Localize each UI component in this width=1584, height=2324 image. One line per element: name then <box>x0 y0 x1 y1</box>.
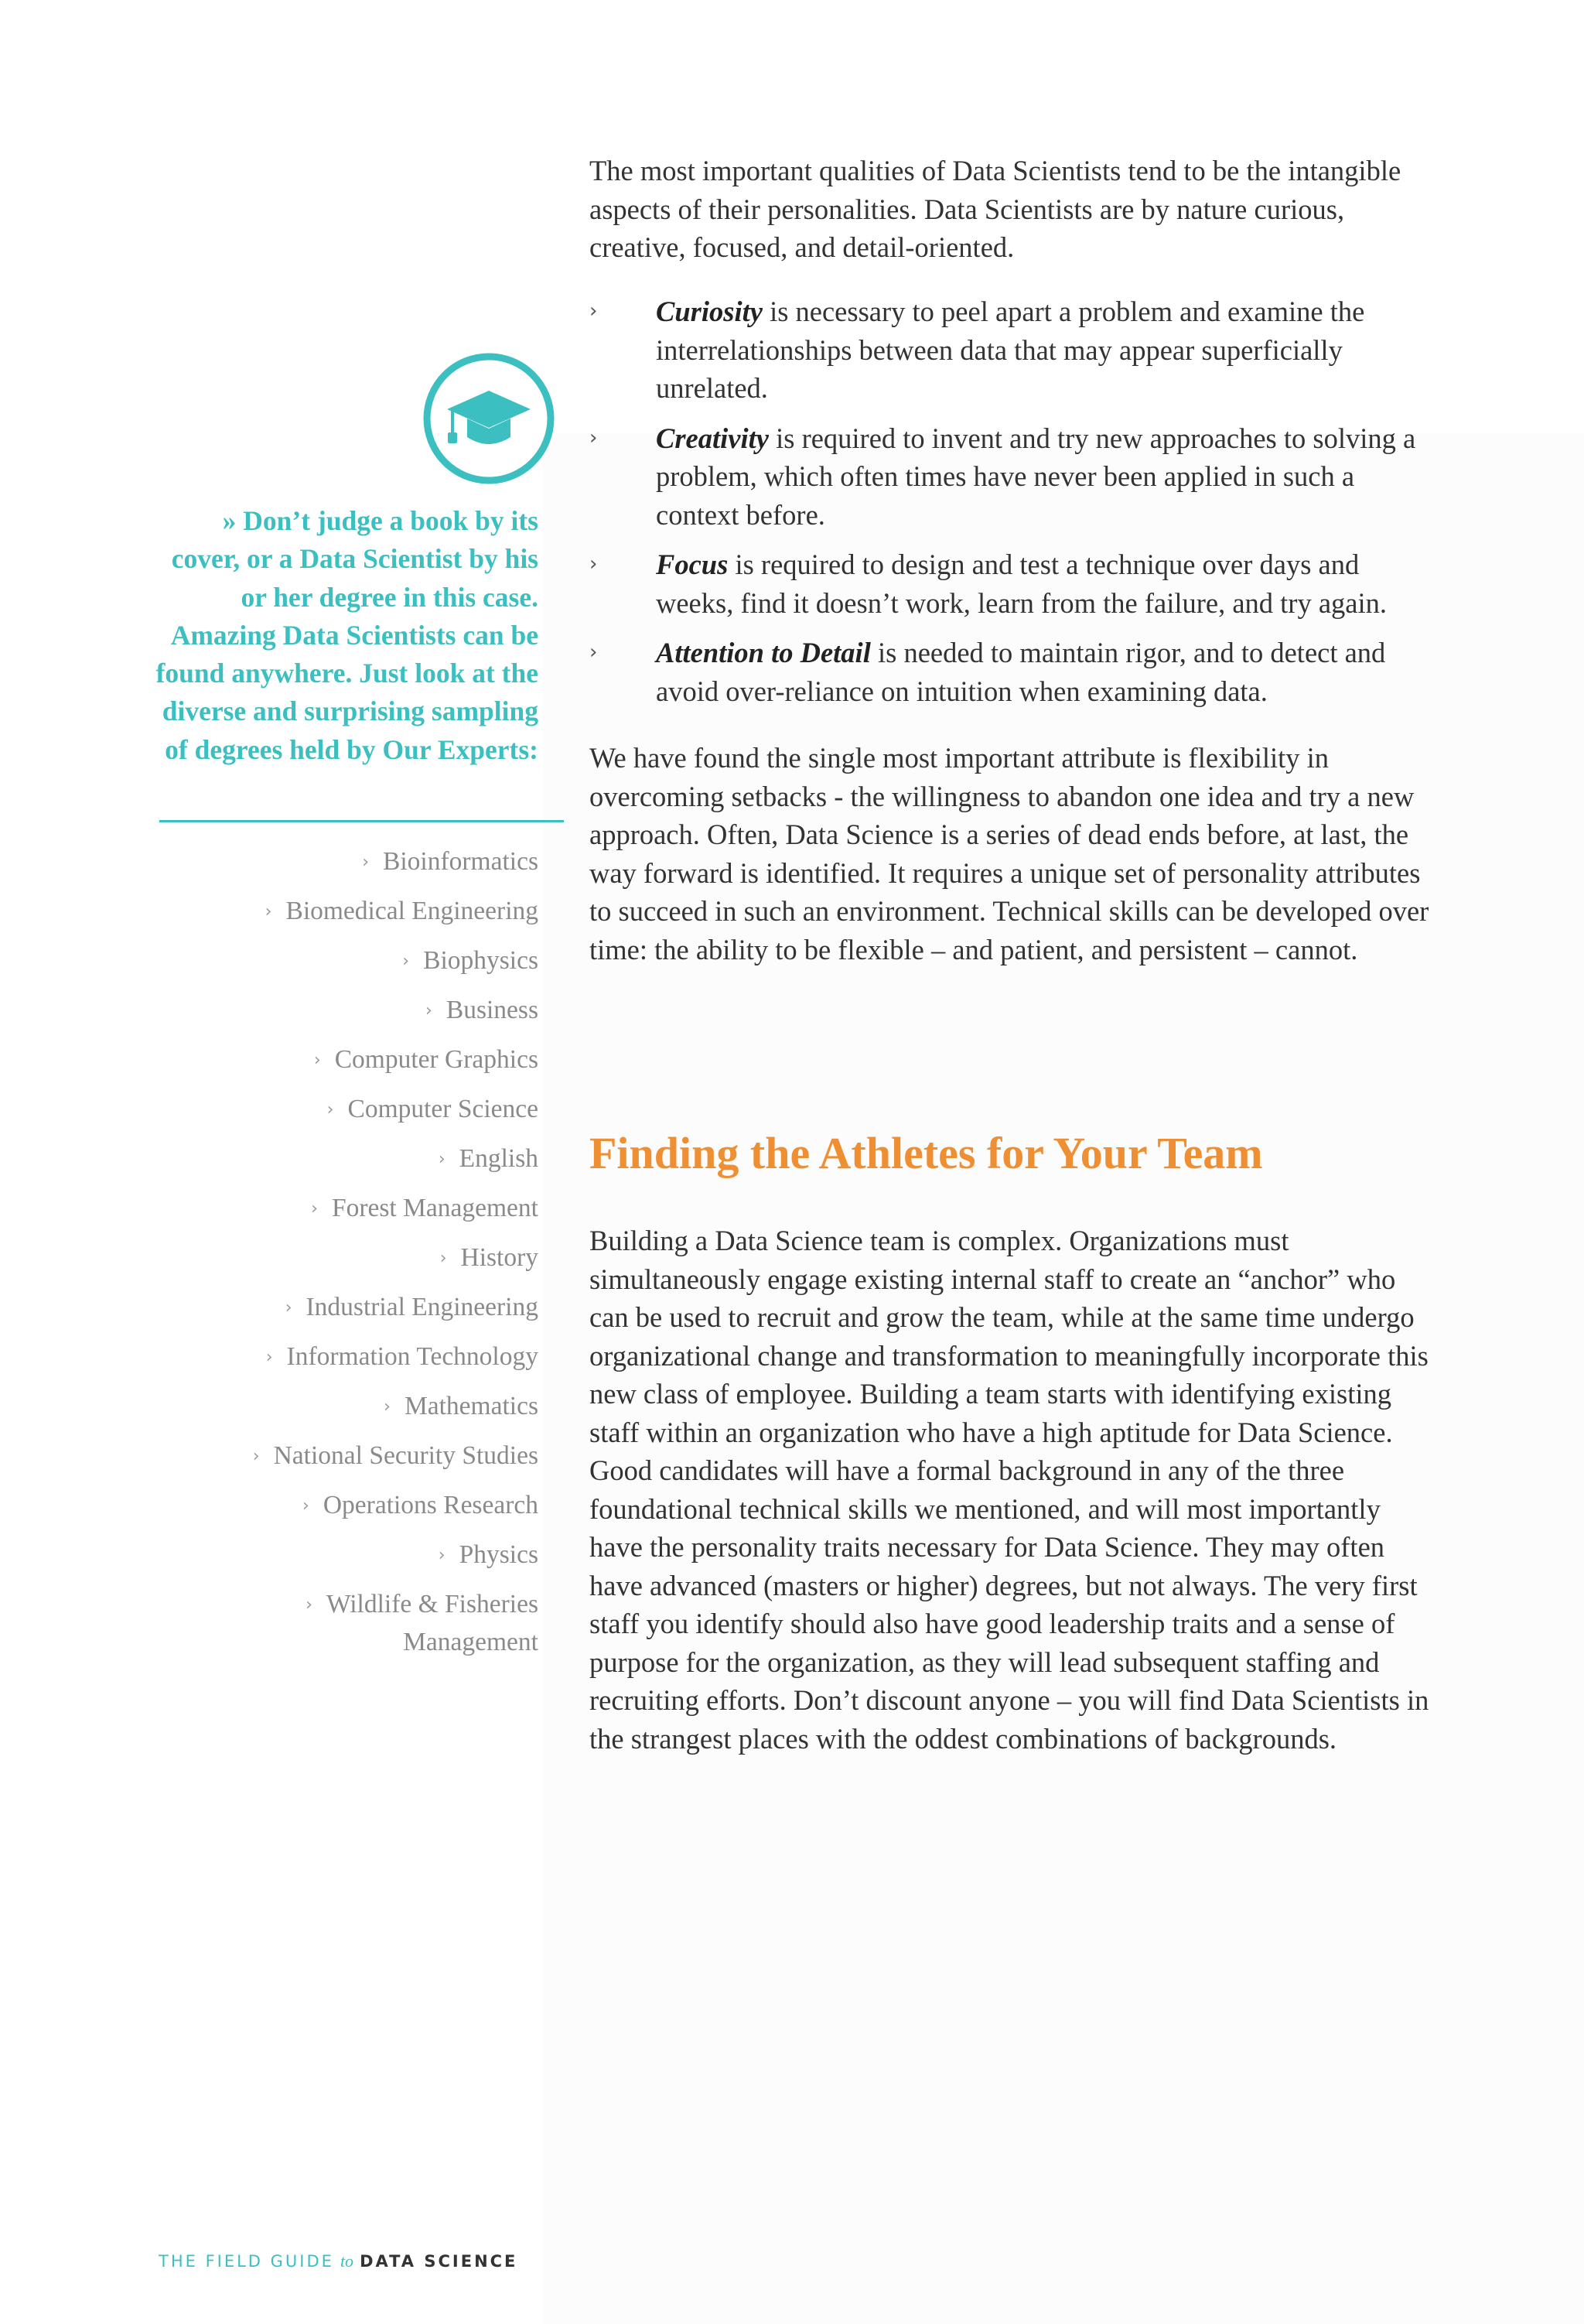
bullet-chevron-icon: › <box>589 299 598 323</box>
degree-item: › English <box>438 1144 538 1173</box>
intro-paragraph: The most important qualities of Data Scientists tend to be the intangible aspects of their personalities. Data Scientists are by nature curious, creative, focused, and detail-oriented. <box>589 155 1401 263</box>
bullet-chevron-icon: › <box>589 552 598 576</box>
quality-item-curiosity <box>589 292 1440 408</box>
bullet-chevron-icon: › <box>313 1051 321 1070</box>
quality-text: is required to design and test a technique over days and weeks, find it doesn’t work, learn from the failure, and try again. <box>656 549 1387 619</box>
sidebar-quote: » Don’t judge a book by its cover, or a Data Scientist by his or her degree in this case. Amazing Data Scientists can be found anywhere. Just look at the diverse and surprising sampling of degrees held by Our Experts: <box>155 505 538 765</box>
bullet-chevron-icon: › <box>302 1496 309 1516</box>
degree-item: › Wildlife & Fisheries Management <box>306 1590 538 1656</box>
quality-text: is necessary to peel apart a problem and examine the interrelationships between data that may appear superficially unrelated. <box>656 296 1365 404</box>
bullet-chevron-icon: › <box>285 1298 292 1318</box>
degree-item: › Computer Science <box>326 1095 538 1123</box>
team-paragraph: Building a Data Science team is complex. Organizations must simultaneously engage existing internal staff to create an “anchor” who can be used to recruit and grow the team, while at the same time undergo organizational change and transformation to meaningfully incorporate this new class of employee. Building a team starts with identifying existing staff within an organization who have a high aptitude for Data Science. Good candidates will have a formal background in any of the three foundational technical skills we mentioned, and will most importantly have the personality traits necessary for Data Science. They may often have advanced (masters or higher) degrees, but not always. The very first staff you identify should also have good leadership traits and a sense of purpose for the organization, as they will lead subsequent staffing and recruiting efforts. Don’t discount anyone – you will find Data Scientists in the strangest places with the oddest combinations of backgrounds. <box>589 1225 1429 1755</box>
degree-item: › Physics <box>438 1540 538 1569</box>
sidebar-divider <box>159 820 564 822</box>
section-heading: Finding the Athletes for Your Team <box>589 1128 1263 1178</box>
quality-term: Attention to Detail <box>656 637 871 668</box>
quality-item-attention <box>589 634 1440 710</box>
quality-term: Focus <box>656 549 729 580</box>
bullet-chevron-icon: › <box>265 902 272 921</box>
footer-title: THE FIELD GUIDE to DATA SCIENCE <box>159 2251 518 2271</box>
degree-item: › Operations Research <box>302 1491 538 1519</box>
degree-item: › Biophysics <box>402 946 538 975</box>
bullet-chevron-icon: › <box>311 1199 318 1218</box>
bullet-chevron-icon: › <box>589 425 598 449</box>
quality-term: Curiosity <box>656 296 763 327</box>
bullet-chevron-icon: › <box>439 1249 447 1268</box>
degree-item: › Industrial Engineering <box>285 1293 538 1321</box>
qualities-list <box>589 292 1440 710</box>
degree-item: › Business <box>425 996 538 1024</box>
flexibility-paragraph: We have found the single most important attribute is flexibility in overcoming setbacks - the willingness to abandon one idea and try a new approach. Often, Data Science is a series of dead ends before, at last, the way forward is identified. It requires a unique set of personality attributes to succeed in such an environment. Technical skills can be developed over time: the ability to be flexible – and patient, and persistent – cannot. <box>589 742 1429 965</box>
degree-item: › Mathematics <box>384 1392 538 1420</box>
degree-item: › Computer Graphics <box>313 1045 538 1074</box>
bullet-chevron-icon: › <box>265 1348 273 1367</box>
bullet-chevron-icon: › <box>252 1447 260 1466</box>
bullet-chevron-icon: › <box>306 1595 312 1615</box>
degree-item: › Forest Management <box>311 1194 538 1222</box>
degree-item: › History <box>439 1243 538 1272</box>
bullet-chevron-icon: › <box>438 1546 446 1565</box>
bullet-chevron-icon: › <box>402 952 410 971</box>
degree-item: › National Security Studies <box>252 1441 538 1470</box>
quality-item-creativity <box>589 419 1440 535</box>
bullet-chevron-icon: › <box>425 1001 432 1020</box>
bullet-chevron-icon: › <box>362 853 370 872</box>
bullet-chevron-icon: › <box>589 641 598 664</box>
quality-item-focus <box>589 545 1440 622</box>
degree-list <box>193 843 538 1673</box>
degree-item: › Bioinformatics <box>362 847 538 876</box>
quality-text: is needed to maintain rigor, and to detect and avoid over-reliance on intuition when examining data. <box>656 637 1386 707</box>
bullet-chevron-icon: › <box>438 1150 446 1169</box>
graduation-cap-icon <box>422 352 555 485</box>
quality-term: Creativity <box>656 422 769 454</box>
degree-item: › Biomedical Engineering <box>265 897 538 925</box>
bullet-chevron-icon: › <box>384 1397 391 1417</box>
quality-text: is required to invent and try new approaches to solving a problem, which often times have never been applied in such a context before. <box>656 422 1416 531</box>
degree-item: › Information Technology <box>265 1342 538 1371</box>
bullet-chevron-icon: › <box>326 1100 334 1119</box>
